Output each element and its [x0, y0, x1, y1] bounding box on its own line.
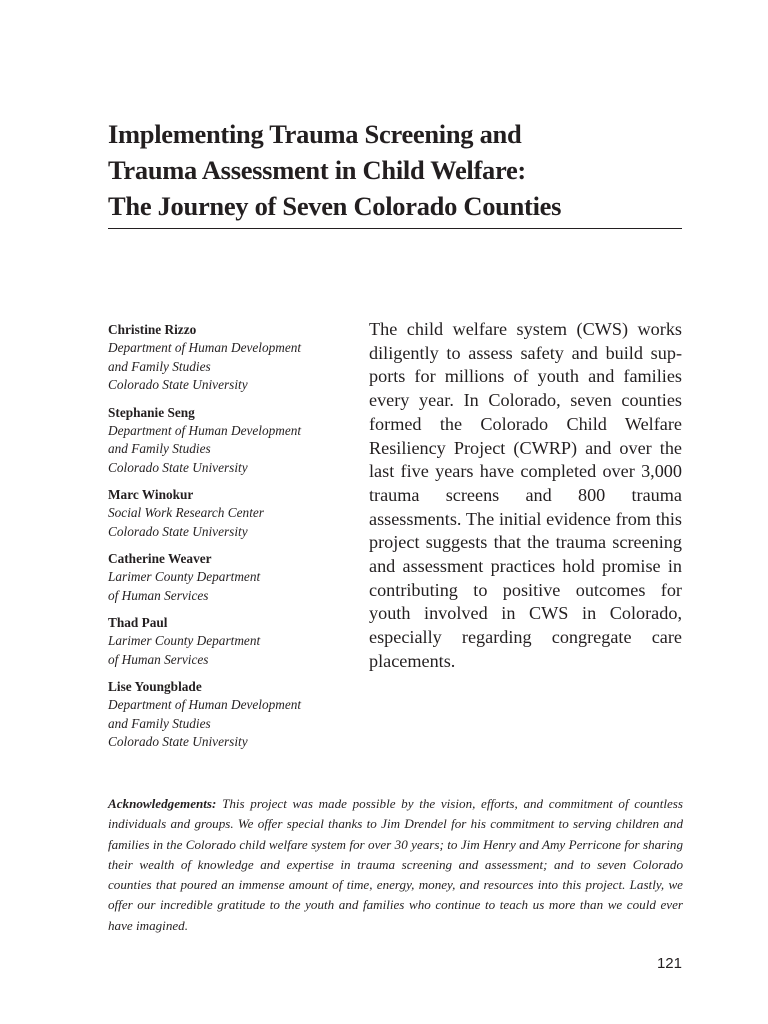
author-affiliation-line: Colorado State University [108, 460, 248, 476]
author-name: Catherine Weaver [108, 551, 212, 567]
author-name: Thad Paul [108, 615, 168, 631]
author-affiliation-line: Larimer County Department [108, 633, 261, 649]
author-affiliation-line: and Family Studies [108, 715, 211, 731]
author-block [108, 677, 348, 752]
author-affiliation-line: of Human Services [108, 651, 209, 667]
page-number: 121 [656, 955, 682, 972]
author-name: Lise Youngblade [108, 678, 202, 694]
title-line: The Journey of Seven Colorado Counties [108, 191, 562, 221]
title-rule [108, 228, 682, 229]
author-block [108, 549, 348, 605]
author-affiliation-line: and Family Studies [108, 441, 211, 457]
author-block [108, 403, 348, 478]
author-affiliation-line: Larimer County Department [108, 569, 261, 585]
acknowledgements-label: Acknowledgements: [108, 796, 217, 811]
author-block [108, 320, 348, 395]
acknowledgements [108, 794, 683, 936]
author-name: Marc Winokur [108, 487, 194, 503]
author-affiliation-line: Department of Human Development [108, 696, 302, 712]
title-line: Implementing Trauma Screening and [108, 119, 522, 149]
acknowledgements-text: This project was made possible by the vision, efforts, and commitment of countless individuals and groups. We offer special thanks to Jim Drendel for his commitment to serving children and families in the Colorado child welfare system for over 30 years; to Jim Henry and Amy Perricone for sharing their wealth of knowledge and expertise in trauma screening and assessment; and to seven Colorado counties that poured an immense amount of time, energy, money, and resources into this project. Lastly, we offer our incredible gratitude to the youth and families who continue to teach us more than we could ever have imagined. [108, 796, 683, 933]
author-list [108, 320, 348, 760]
author-affiliation-line: Colorado State University [108, 523, 248, 539]
author-name: Christine Rizzo [108, 322, 197, 337]
author-affiliation-line: Colorado State University [108, 377, 248, 393]
author-affiliation-line: Colorado State University [108, 734, 248, 750]
author-block [108, 613, 348, 669]
author-affiliation-line: Department of Human Development [108, 340, 302, 355]
abstract-text: The child welfare system (CWS) works diligently to assess safety and build supports for millions of youth and families every year. In Colorado, seven counties formed the Colorado Child Welfare Resiliency Project (CWRP) and over the last five years have completed over 3,000 trauma screens and 800 trauma assessments. The initial evidence from this project suggests that the trauma screening and assessment practices hold promise in contributing to positive outcomes for youth involved in CWS in Colorado, especially regarding congregate care placements. [369, 319, 682, 671]
author-name: Stephanie Seng [108, 404, 195, 420]
author-affiliation-line: Social Work Research Center [108, 505, 264, 521]
title-line: Trauma Assessment in Child Welfare: [108, 155, 526, 185]
author-block [108, 485, 348, 541]
author-affiliation-line: Department of Human Development [108, 422, 302, 438]
author-affiliation-line: of Human Services [108, 587, 209, 603]
article-title [108, 116, 688, 224]
author-affiliation-line: and Family Studies [108, 358, 211, 374]
